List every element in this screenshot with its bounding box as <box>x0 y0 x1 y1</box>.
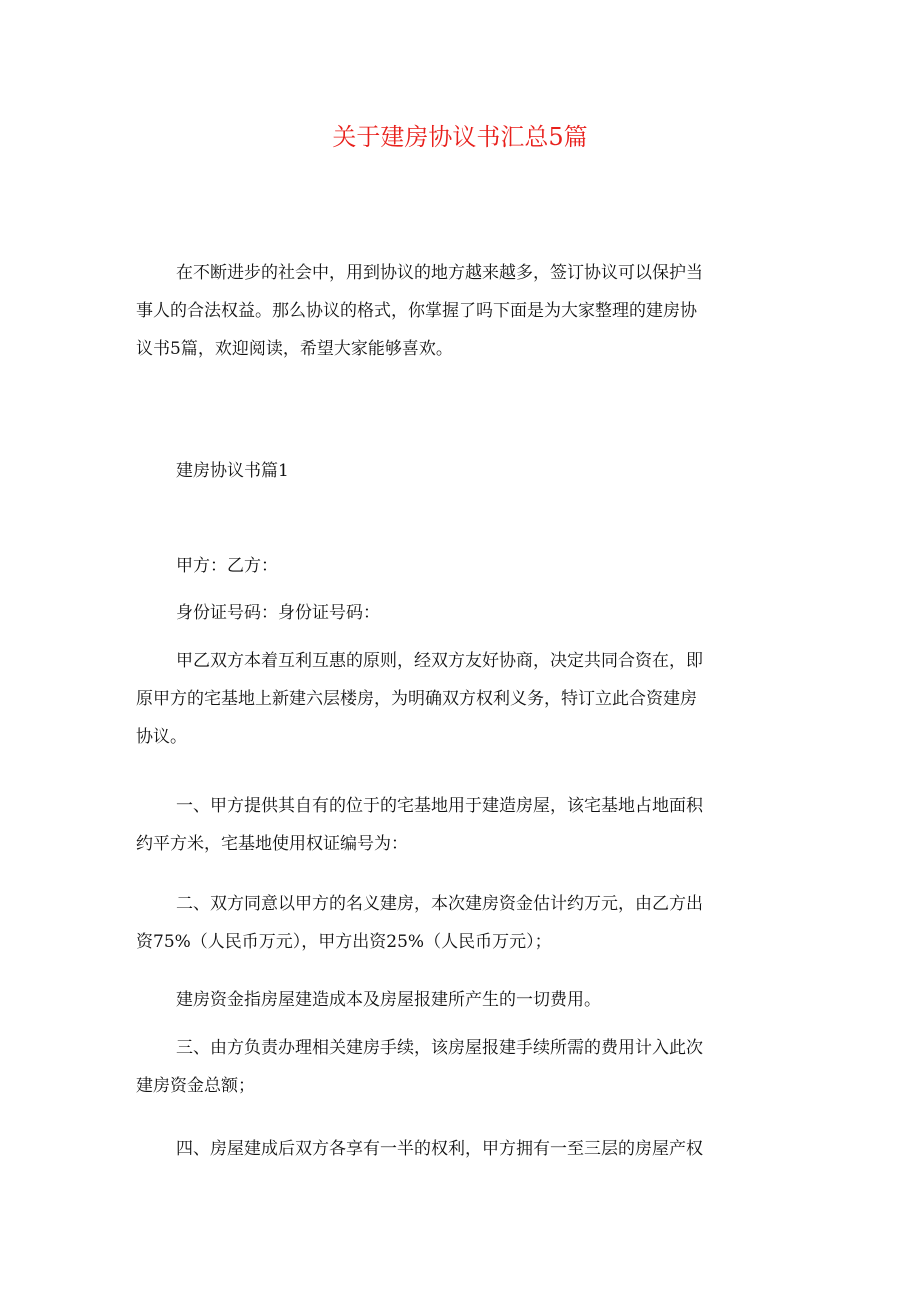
clause-1 <box>136 791 796 859</box>
clause-2-note <box>176 985 796 1015</box>
clause-3-line-1: 三、由方负责办理相关建房手续，该房屋报建手续所需的费用计入此次 <box>176 1038 703 1058</box>
preamble-paragraph <box>136 646 796 752</box>
clause-2-line-1: 二、双方同意以甲方的名义建房，本次建房资金估计约万元，由乙方出 <box>176 894 703 914</box>
intro-line-1: 在不断进步的社会中，用到协议的地方越来越多，签订协议可以保护当 <box>176 263 703 283</box>
clause-1-line-2: 约平方米，宅基地使用权证编号为： <box>136 834 408 854</box>
section-heading <box>176 456 796 486</box>
preamble-line-2: 原甲方的宅基地上新建六层楼房，为明确双方权利义务，特订立此合资建房 <box>136 689 697 709</box>
preamble-line-1: 甲乙双方本着互利互惠的原则，经双方友好协商，决定共同合资在，即 <box>176 651 703 671</box>
document-title: 关于建房协议书汇总5篇 <box>332 123 588 151</box>
intro-paragraph <box>136 258 796 364</box>
clause-3 <box>136 1033 796 1101</box>
id-numbers-text: 身份证号码：身份证号码： <box>176 603 380 623</box>
clause-2 <box>136 889 796 957</box>
clause-2-line-2: 资75%（人民币万元），甲方出资25%（人民币万元）； <box>136 932 552 952</box>
id-numbers-line <box>176 598 796 628</box>
clause-4 <box>176 1134 796 1164</box>
clause-3-line-2: 建房资金总额； <box>136 1076 255 1096</box>
intro-line-3: 议书5篇，欢迎阅读，希望大家能够喜欢。 <box>136 339 453 359</box>
clause-1-line-1: 一、甲方提供其自有的位于的宅基地用于建造房屋，该宅基地占地面积 <box>176 796 703 816</box>
section-heading-text: 建房协议书篇1 <box>176 461 289 481</box>
parties-text: 甲方：乙方： <box>176 556 278 576</box>
parties-line <box>176 551 796 581</box>
intro-line-2: 事人的合法权益。那么协议的格式，你掌握了吗下面是为大家整理的建房协 <box>136 301 697 321</box>
preamble-line-3: 协议。 <box>136 727 187 747</box>
clause-4-line-1: 四、房屋建成后双方各享有一半的权利，甲方拥有一至三层的房屋产权 <box>176 1139 703 1159</box>
clause-2-note-text: 建房资金指房屋建造成本及房屋报建所产生的一切费用。 <box>176 990 601 1010</box>
